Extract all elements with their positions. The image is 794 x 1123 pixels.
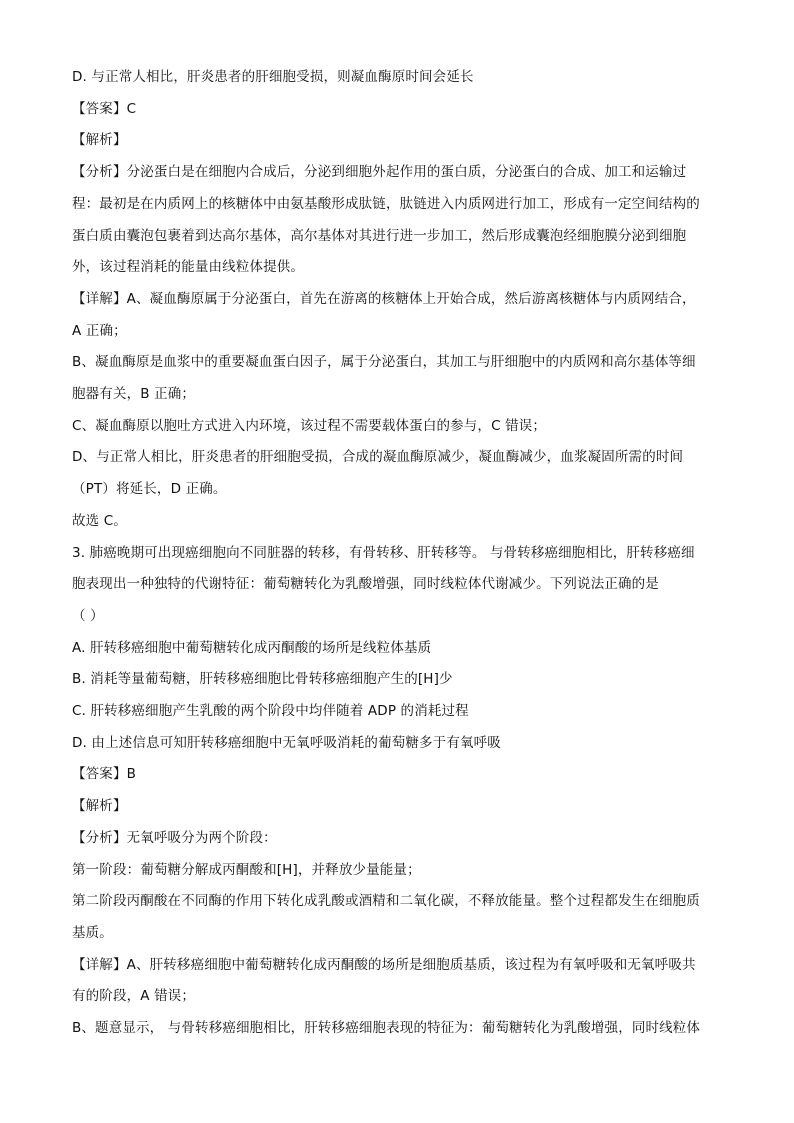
detail-text: 【详解】A、凝血酶原属于分泌蛋白，首先在游离的核糖体上开始合成，然后游离核糖体与内质网结合， bbox=[72, 290, 696, 307]
option-d: D. 由上述信息可知肝转移癌细胞中无氧呼吸消耗的葡萄糖多于有氧呼吸 bbox=[72, 734, 501, 751]
detail-text: 胞器有关，B 正确； bbox=[72, 386, 196, 403]
detail-text: A 正确； bbox=[72, 322, 127, 339]
detail-text: 有的阶段，A 错误； bbox=[72, 988, 196, 1005]
answer-label: 【答案】C bbox=[72, 100, 137, 117]
detail-text: B、题意显示， 与骨转移癌细胞相比，肝转移癌细胞表现的特征为：葡萄糖转化为乳酸增强，同时线粒体 bbox=[72, 1020, 701, 1037]
analysis-text: 第一阶段：葡萄糖分解成丙酮酸和[H]，并释放少量能量； bbox=[72, 861, 421, 878]
option-a: A. 肝转移癌细胞中葡萄糖转化成丙酮酸的场所是线粒体基质 bbox=[72, 639, 432, 656]
analysis-label: 【解析】 bbox=[72, 132, 127, 149]
detail-text: D、与正常人相比，肝炎患者的肝细胞受损，合成的凝血酶原减少，凝血酶减少，血浆凝固所需的时间 bbox=[72, 449, 684, 466]
detail-text: C、凝血酶原以胞吐方式进入内环境，该过程不需要载体蛋白的参与，C 错误； bbox=[72, 417, 547, 434]
answer-label: 【答案】B bbox=[72, 766, 137, 783]
analysis-text: 蛋白质由囊泡包裹着到达高尔基体，高尔基体对其进行进一步加工，然后形成囊泡经细胞膜分泌到细胞 bbox=[72, 227, 687, 244]
analysis-text: 程：最初是在内质网上的核糖体中由氨基酸形成肽链，肽链进入内质网进行加工，形成有一定空间结构的 bbox=[72, 195, 700, 212]
detail-text: B、凝血酶原是血浆中的重要凝血蛋白因子，属于分泌蛋白，其加工与肝细胞中的内质网和高尔基体等细 bbox=[72, 354, 696, 371]
analysis-text: 基质。 bbox=[72, 924, 113, 941]
analysis-text: 【分析】无氧呼吸分为两个阶段： bbox=[72, 829, 277, 846]
option-b: B. 消耗等量葡萄糖，肝转移癌细胞比骨转移癌细胞产生的[H]少 bbox=[72, 671, 453, 688]
analysis-label: 【解析】 bbox=[72, 798, 127, 815]
analysis-text: 外，该过程消耗的能量由线粒体提供。 bbox=[72, 259, 305, 276]
conclusion-text: 故选 C。 bbox=[72, 512, 127, 529]
detail-text: （PT）将延长，D 正确。 bbox=[72, 481, 227, 498]
option-c: C. 肝转移癌细胞产生乳酸的两个阶段中均伴随着 ADP 的消耗过程 bbox=[72, 703, 469, 720]
question-stem: 胞表现出一种独特的代谢特征：葡萄糖转化为乳酸增强，同时线粒体代谢减少。下列说法正确的是 bbox=[72, 576, 659, 593]
analysis-text: 第二阶段丙酮酸在不同酶的作用下转化成乳酸或酒精和二氧化碳，不释放能量。整个过程都发生在细胞质 bbox=[72, 893, 700, 910]
question-blank: （ ） bbox=[72, 607, 104, 624]
analysis-text: 【分析】分泌蛋白是在细胞内合成后，分泌到细胞外起作用的蛋白质，分泌蛋白的合成、加工和运输过 bbox=[72, 164, 687, 181]
option-d-previous: D. 与正常人相比，肝炎患者的肝细胞受损，则凝血酶原时间会延长 bbox=[72, 69, 474, 85]
document-page bbox=[72, 62, 724, 1045]
detail-text: 【详解】A、肝转移癌细胞中葡萄糖转化成丙酮酸的场所是细胞质基质，该过程为有氧呼吸和无氧呼吸共 bbox=[72, 956, 696, 973]
question-stem: 3. 肺癌晚期可出现癌细胞向不同脏器的转移，有骨转移、肝转移等。 与骨转移癌细胞相比，肝转移癌细 bbox=[72, 544, 695, 561]
